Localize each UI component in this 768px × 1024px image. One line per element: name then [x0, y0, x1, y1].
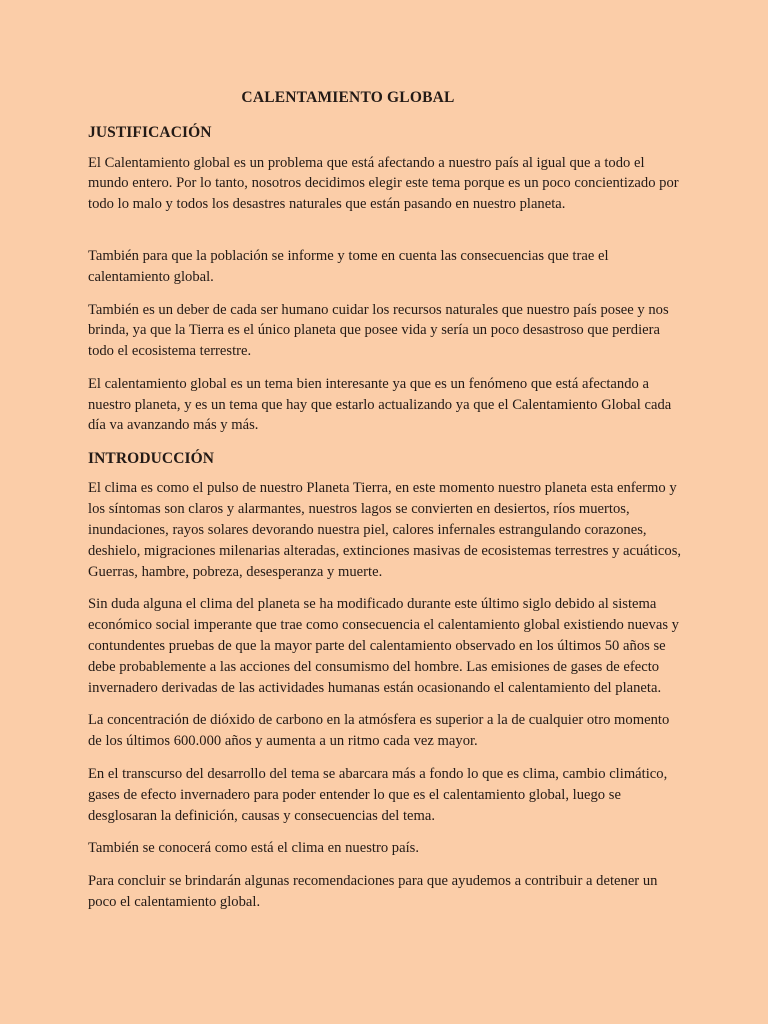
paragraph: Sin duda alguna el clima del planeta se ha modificado durante este último siglo debido al sistema económico social imperante que trae como consecuencia el calentamiento global existiendo nuevas y contundentes pruebas de que la mayor parte del calentamiento observado en los últimos 50 años se debe probablemente a las acciones del consumismo del hombre. Las emisiones de gases de efecto invernadero derivadas de las actividades humanas están ocasionando el calentamiento del planeta.: [88, 596, 679, 696]
paragraph: El calentamiento global es un tema bien interesante ya que es un fenómeno que está afectando a nuestro planeta, y es un tema que hay que estarlo actualizando ya que el Calentamiento Global cada día va avanzando más y más.: [88, 375, 672, 434]
paragraph: Para concluir se brindarán algunas recomendaciones para que ayudemos a contribuir a detener un poco el calentamiento global.: [88, 873, 658, 910]
section-heading-introduccion: INTRODUCCIÓN: [88, 450, 215, 468]
paragraph: También para que la población se informe y tome en cuenta las consecuencias que trae el calentamiento global.: [88, 247, 609, 285]
paragraph: La concentración de dióxido de carbono en la atmósfera es superior a la de cualquier otro momento de los últimos 600.000 años y aumenta a un ritmo cada vez mayor.: [88, 712, 670, 750]
paragraph: También es un deber de cada ser humano cuidar los recursos naturales que nuestro país posee y nos brinda, ya que la Tierra es el único planeta que posee vida y sería un poco desastroso que perdiera todo el ecosistema terrestre.: [88, 301, 669, 360]
paragraph: El clima es como el pulso de nuestro Planeta Tierra, en este momento nuestro planeta esta enfermo y los síntomas son claros y alarmantes, nuestros lagos se convierten en desiertos, ríos muertos, inundaciones, rayos solares devorando nuestra piel, calores infernales estrangulando corazones, deshielo, migraciones milenarias alteradas, extinciones masivas de ecosistemas terrestres y acuáticos, Guerras, hambre, pobreza, desesperanza y muerte.: [88, 480, 682, 580]
page-title: CALENTAMIENTO GLOBAL: [241, 89, 455, 106]
section-heading-justificacion: JUSTIFICACIÓN: [88, 124, 212, 142]
paragraph: En el transcurso del desarrollo del tema se abarcara más a fondo lo que es clima, cambio climático, gases de efecto invernadero para poder entender lo que es el calentamiento global, luego se desglosaran la definición, causas y consecuencias del tema.: [88, 765, 668, 824]
paragraph: El Calentamiento global es un problema que está afectando a nuestro país al igual que a todo el mundo entero. Por lo tanto, nosotros decidimos elegir este tema porque es un poco concientizado por todo lo malo y todos los desastres naturales que están pasando en nuestro planeta.: [88, 154, 679, 213]
paragraph: También se conocerá como está el clima en nuestro país.: [88, 840, 420, 857]
